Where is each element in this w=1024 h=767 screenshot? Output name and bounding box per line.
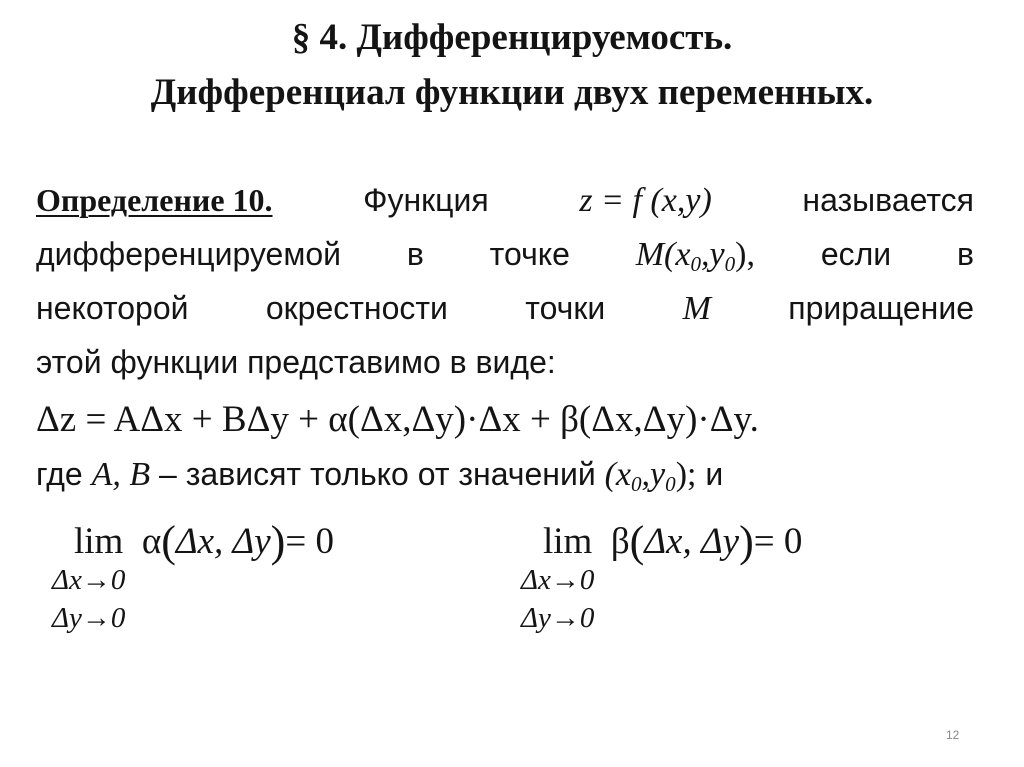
definition-line-2: [36, 236, 974, 276]
definition-word: если: [820, 236, 892, 272]
definition-label: Определение 10.: [36, 182, 273, 218]
limit-beta: lim β(Δx, Δy)= 0: [543, 517, 803, 566]
definition-line-1: [36, 184, 974, 218]
definition-word: дифференцируемой: [36, 236, 342, 272]
point-expression: $M(x_0,y_0)$,: [635, 236, 755, 276]
definition-word: в: [406, 236, 424, 272]
limit-beta-condition-y: Δy→0: [521, 602, 595, 634]
definition-line-4: этой функции представимо в виде:: [36, 344, 556, 380]
coefficients: A, B: [91, 456, 151, 493]
limit-alpha: lim α(Δx, Δy)= 0: [74, 517, 334, 566]
definition-word: точки: [525, 290, 606, 326]
page-number: 12: [946, 728, 960, 742]
limit-alpha-condition-x: Δx→0: [52, 564, 126, 596]
point-symbol: M: [682, 290, 711, 327]
limit-alpha-condition-y: Δy→0: [52, 602, 126, 634]
definition-word: точке: [489, 236, 570, 272]
where-line: где A, B – зависят только от значений $(x_0,y_0)$; и: [36, 456, 724, 496]
limit-beta-condition-x: Δx→0: [521, 564, 595, 596]
increment-formula: Δz = AΔx + BΔy + α(Δx,Δy)·Δx + β(Δx,Δy)·Δy.: [36, 399, 759, 440]
definition-word: в: [956, 236, 974, 272]
slide-title-line-1: § 4. Дифференцируемость.: [291, 17, 733, 58]
slide-title-line-2: Дифференциал функции двух переменных.: [150, 72, 874, 113]
definition-line-3: [36, 292, 974, 326]
point-values: $(x_0,y_0)$;: [604, 456, 697, 496]
function-expression: z = f (x,y): [579, 182, 712, 219]
definition-word: некоторой: [36, 290, 189, 326]
definition-word: приращение: [788, 290, 974, 326]
definition-text: называется: [802, 182, 974, 218]
definition-word: окрестности: [265, 290, 448, 326]
definition-text: Функция: [363, 182, 489, 218]
